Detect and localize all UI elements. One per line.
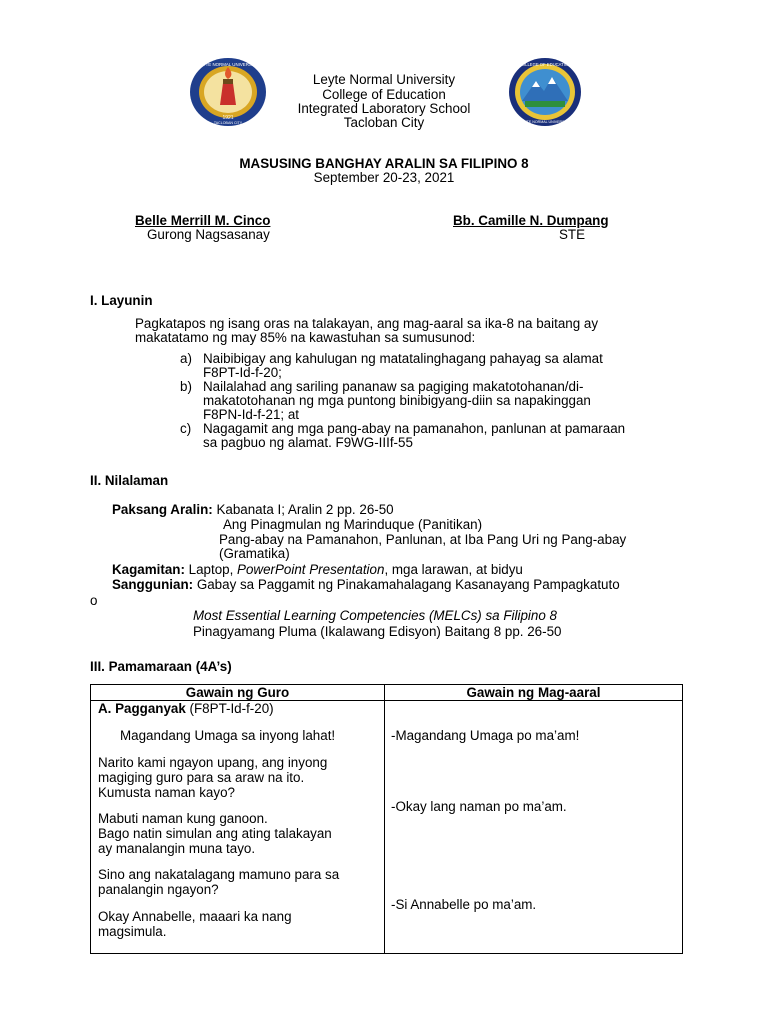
sanggunian-value-1: Gabay sa Paggamit ng Pinakamahalagang Kasanayang Pampagkatuto [193,577,620,592]
magaaral-line: -Magandang Umaga po ma’am! [391,728,580,743]
sanggunian-label: Sanggunian: [112,577,194,592]
paksang-aralin-line-4: (Gramatika) [219,546,290,561]
city-name: Tacloban City [343,115,425,130]
cooperating-teacher-name: Bb. Camille N. Dumpang [453,213,609,228]
student-teacher-name: Belle Merrill M. Cinco [135,213,271,228]
kagamitan-line [112,562,523,577]
table-header-row [91,685,683,701]
sanggunian-wrap: o [90,593,98,608]
kagamitan-label: Kagamitan: [112,562,185,577]
college-name: College of Education [322,87,446,102]
objective-a-marker: a) [180,351,192,366]
section-heading-nilalaman: II. Nilalaman [90,473,169,488]
university-name: Leyte Normal University [312,72,456,87]
kagamitan-italic: PowerPoint Presentation [237,562,385,577]
sanggunian-line-2: Most Essential Learning Competencies (MELCs) sa Filipino 8 [193,608,557,623]
kagamitan-post: , mga larawan, at bidyu [384,562,523,577]
magaaral-line: -Okay lang naman po ma’am. [391,799,567,814]
guro-line: Narito kami ngayon upang, ang inyong [98,755,328,770]
guro-line: ay manalangin muna tayo. [98,841,256,856]
guro-line: Sino ang nakatalagang mamuno para sa [98,867,340,882]
table-row [91,701,683,954]
column-header-guro: Gawain ng Guro [91,685,385,701]
objective-b-line-2: makatotohanan ng mga puntong binibigyang-diin sa napakinggan [203,393,591,408]
paksang-aralin-line-1 [112,502,394,517]
svg-text:COLLEGE OF EDUCATION: COLLEGE OF EDUCATION [518,62,572,67]
guro-line: Kumusta naman kayo? [98,785,235,800]
sanggunian-line-3: Pinagyamang Pluma (Ikalawang Edisyon) Baitang 8 pp. 26-50 [193,624,562,639]
paksang-aralin-line-3: Pang-abay na Pamanahon, Panlunan, at Iba Pang Uri ng Pang-abay [219,532,627,547]
svg-text:LEYTE NORMAL UNIVERSITY: LEYTE NORMAL UNIVERSITY [519,120,571,124]
guro-line: Okay Annabelle, maaari ka nang [98,909,292,924]
layunin-intro-line-1: Pagkatapos ng isang oras na talakayan, ang mag-aaral sa ika-8 na baitang ay [135,316,599,331]
column-header-magaaral: Gawain ng Mag-aaral [385,685,683,701]
guro-cell [91,701,385,954]
guro-line: Mabuti naman kung ganoon. [98,811,268,826]
objective-a-line-2: F8PT-Id-f-20; [203,365,282,380]
layunin-intro-line-2: makatatamo ng may 85% na kawastuhan sa sumusunod: [135,330,476,345]
objective-b-marker: b) [180,379,192,394]
section-heading-layunin: I. Layunin [90,293,153,308]
magaaral-line: -Si Annabelle po ma’am. [391,897,537,912]
guro-line: Bago natin simulan ang ating talakayan [98,826,332,841]
kagamitan-pre: Laptop, [184,562,238,577]
section-pagganyak-code: (F8PT-Id-f-20) [185,701,274,716]
paksang-aralin-line-2: Ang Pinagmulan ng Marinduque (Panitikan) [223,517,483,532]
svg-text:1921: 1921 [222,115,234,121]
guro-line: panalangin ngayon? [98,882,219,897]
guro-line: magsimula. [98,924,167,939]
paksang-aralin-label: Paksang Aralin: [112,502,213,517]
paksang-aralin-value: Kabanata I; Aralin 2 pp. 26-50 [212,502,394,517]
school-name: Integrated Laboratory School [297,101,471,116]
objective-c-line-2: sa pagbuo ng alamat. F9WG-IIIf-55 [203,435,413,450]
svg-text:TACLOBAN CITY: TACLOBAN CITY [213,121,243,125]
student-teacher-role: Gurong Nagsasanay [147,227,270,242]
magaaral-cell [385,701,683,954]
section-heading-pamamaraan: III. Pamamaraan (4A’s) [90,659,232,674]
section-pagganyak-label: A. Pagganyak [98,701,186,716]
svg-text:LEYTE NORMAL UNIVERSITY: LEYTE NORMAL UNIVERSITY [197,62,259,67]
section-pagganyak [98,701,274,716]
guro-line: magiging guro para sa araw na ito. [98,770,305,785]
objective-b-line-1: Nailalahad ang sariling pananaw sa pagiging makatotohanan/di- [203,379,584,394]
objective-c-line-1: Nagagamit ang mga pang-abay na pamanahon, panlunan at pamaraan [203,421,626,436]
objective-c-marker: c) [180,421,192,436]
document-title: MASUSING BANGHAY ARALIN SA FILIPINO 8 [239,156,529,171]
objective-b-line-3: F8PN-Id-f-21; at [203,407,299,422]
cooperating-teacher-role: STE [559,227,586,242]
objective-a-line-1: Naibibigay ang kahulugan ng matatalinghagang pahayag sa alamat [203,351,603,366]
document-date: September 20-23, 2021 [313,170,455,185]
guro-line: Magandang Umaga sa inyong lahat! [120,728,336,743]
lesson-procedure-table [90,684,683,954]
sanggunian-line-1 [112,577,620,592]
